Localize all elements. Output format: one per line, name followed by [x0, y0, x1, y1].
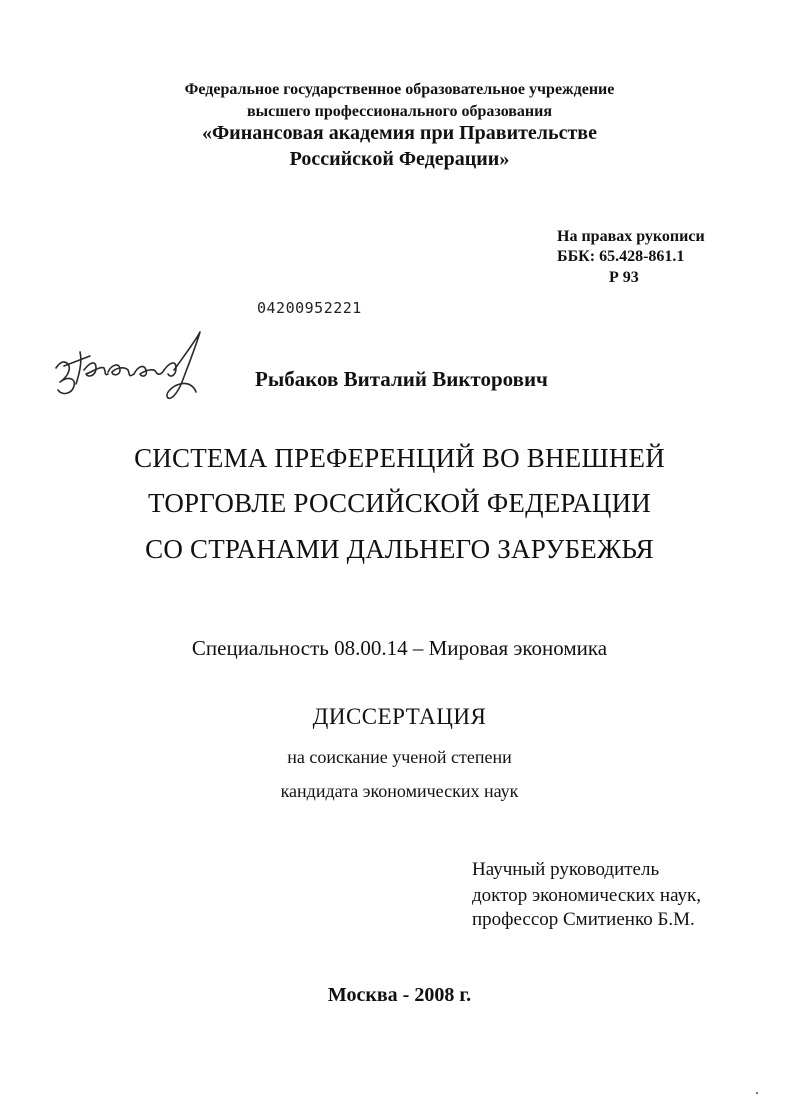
author-name: Рыбаков Виталий Викторович — [255, 367, 548, 391]
scan-speck — [756, 1092, 758, 1094]
supervisor-line-3: профессор Смитиенко Б.М. — [472, 909, 695, 930]
specialty: Специальность 08.00.14 – Мировая экономика — [191, 636, 608, 660]
barcode-number: 04200952221 — [257, 299, 362, 317]
header-line-1: Федеральное государственное образовательное учреждение — [184, 81, 615, 98]
signature-icon — [50, 326, 208, 404]
header-line-4: Российской Федерации» — [289, 148, 510, 170]
title-line-2: ТОРГОВЛЕ РОССИЙСКОЙ ФЕДЕРАЦИИ — [148, 488, 651, 518]
title-line-1: СИСТЕМА ПРЕФЕРЕНЦИЙ ВО ВНЕШНЕЙ — [134, 443, 665, 473]
header-line-3: «Финансовая академия при Правительстве — [202, 122, 597, 144]
supervisor-line-1: Научный руководитель — [472, 859, 660, 880]
dissertation-label: ДИССЕРТАЦИЯ — [312, 704, 487, 729]
title-line-3: СО СТРАНАМИ ДАЛЬНЕГО ЗАРУБЕЖЬЯ — [145, 534, 654, 564]
author-mark: Р 93 — [609, 269, 639, 286]
degree-line-1: на соискание ученой степени — [287, 747, 512, 767]
supervisor-line-2: доктор экономических наук, — [472, 885, 702, 906]
city-year: Москва - 2008 г. — [327, 984, 472, 1006]
degree-line-2: кандидата экономических наук — [280, 781, 519, 801]
bbk-code: ББК: 65.428-861.1 — [557, 248, 685, 265]
header-line-2: высшего профессионального образования — [246, 103, 553, 120]
rights-line-1: На правах рукописи — [557, 228, 705, 245]
